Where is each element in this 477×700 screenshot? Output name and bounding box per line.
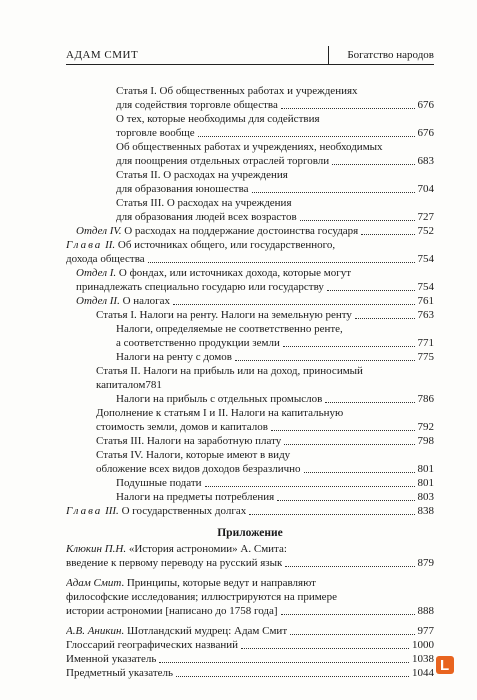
entry-line: Адам Смит. Принципы, которые ведут и направляют <box>66 577 316 589</box>
table-of-contents <box>66 84 434 680</box>
dot-leader <box>249 514 414 515</box>
dot-leader <box>332 164 414 165</box>
entry-line <box>116 392 434 406</box>
toc-entry <box>66 350 434 364</box>
dot-leader <box>198 136 415 137</box>
page-number: 1038 <box>412 653 434 665</box>
toc-entry <box>66 392 434 406</box>
entry-line: Статья II. Налоги на прибыль или на доход, приносимый <box>96 365 363 377</box>
page-number: 786 <box>417 393 434 405</box>
entry-line <box>116 98 434 112</box>
entry-line: Глава II. Об источниках общего, или государственного, <box>66 239 336 251</box>
page-number: 798 <box>417 435 434 447</box>
entry-line <box>66 504 434 518</box>
entry-line: Дополнение к статьям I и II. Налоги на капитальную <box>96 407 344 419</box>
page-number: 977 <box>417 625 434 637</box>
entry-line <box>66 252 434 266</box>
entry-line: Клюкин П.Н. «История астрономии» А. Смита: <box>66 543 287 555</box>
appendix-entry <box>66 638 434 652</box>
entry-title: Статья I. Налоги на ренту. Налоги на земельную ренту <box>96 309 352 321</box>
page-number: 775 <box>417 351 434 363</box>
entry-line <box>116 126 434 140</box>
running-header <box>66 44 434 65</box>
dot-leader <box>284 444 414 445</box>
header-divider <box>328 46 329 65</box>
entry-title: для образования юношества <box>116 183 249 195</box>
page-number: 727 <box>417 211 434 223</box>
toc-entry <box>66 490 434 504</box>
toc-entry <box>66 294 434 308</box>
toc-entry <box>66 504 434 518</box>
entry-line <box>66 666 434 680</box>
page-number: 1044 <box>412 667 434 679</box>
appendix-entry <box>66 624 434 638</box>
entry-title: Глоссарий географических названий <box>66 639 239 651</box>
dot-leader <box>304 472 415 473</box>
page-number: 771 <box>417 337 434 349</box>
dot-leader <box>205 486 415 487</box>
page-number: 676 <box>417 99 434 111</box>
entry-title: истории астрономии [написано до 1758 года] <box>66 605 278 617</box>
entry-title: принадлежать специально государю или государству <box>76 281 324 293</box>
entry-title: для содействия торговле общества <box>116 99 278 111</box>
dot-leader <box>271 430 415 431</box>
entry-line: Отдел I. О фондах, или источниках дохода, которые могут <box>76 267 352 279</box>
dot-leader <box>283 346 415 347</box>
appendix-entry <box>66 576 434 618</box>
entry-line <box>116 490 434 504</box>
dot-leader <box>300 220 415 221</box>
entry-title: Отдел IV. О расходах на поддержание достоинства государя <box>76 225 359 237</box>
page-number: 801 <box>417 477 434 489</box>
page-number: 792 <box>417 421 434 433</box>
entry-line <box>96 308 434 322</box>
entry-title: Налоги на ренту с домов <box>116 351 232 363</box>
entry-line: Статья I. Об общественных работах и учреждениях <box>116 85 358 97</box>
toc-entry <box>66 448 434 476</box>
page-number: 676 <box>417 127 434 139</box>
appendix-heading: Приложение <box>217 527 283 539</box>
entry-line <box>66 556 434 570</box>
entry-line <box>66 624 434 638</box>
appendix-entry <box>66 666 434 680</box>
toc-entry <box>66 308 434 322</box>
page-number: 761 <box>417 295 434 307</box>
page-number: 888 <box>417 605 434 617</box>
entry-line <box>76 294 434 308</box>
entry-title: Статья III. Налоги на заработную плату <box>96 435 282 447</box>
entry-line <box>116 182 434 196</box>
appendix-entry <box>66 542 434 570</box>
entry-line <box>96 420 434 434</box>
toc-entry <box>66 112 434 140</box>
entry-line: Статья III. О расходах на учреждения <box>116 197 292 209</box>
entry-line <box>76 280 434 294</box>
entry-line: Статья IV. Налоги, которые имеют в виду <box>96 449 291 461</box>
dot-leader <box>277 500 414 501</box>
entry-line <box>96 462 434 476</box>
appendix-entry <box>66 652 434 666</box>
entry-line <box>116 350 434 364</box>
entry-title: а соответственно продукции земли <box>116 337 280 349</box>
dot-leader <box>355 318 415 319</box>
dot-leader <box>361 234 414 235</box>
dot-leader <box>159 662 409 663</box>
entry-title: Налоги на прибыль с отдельных промыслов <box>116 393 323 405</box>
page-number: 879 <box>417 557 434 569</box>
page-number: 704 <box>417 183 434 195</box>
dot-leader <box>173 304 414 305</box>
page-number: 754 <box>417 253 434 265</box>
dot-leader <box>148 262 415 263</box>
dot-leader <box>281 108 415 109</box>
toc-entry <box>66 238 434 266</box>
page-number: 838 <box>417 505 434 517</box>
entry-title: А.В. Аникин. Шотландский мудрец: Адам Смит <box>66 625 288 637</box>
dot-leader <box>290 634 414 635</box>
entry-title: для поощрения отдельных отраслей торговли <box>116 155 330 167</box>
entry-line <box>116 154 434 168</box>
entry-title: Предметный указатель <box>66 667 174 679</box>
entry-line <box>76 224 434 238</box>
header-author: АДАМ СМИТ <box>66 49 139 61</box>
page-number: 683 <box>417 155 434 167</box>
page-number: 763 <box>417 309 434 321</box>
page-number: 803 <box>417 491 434 503</box>
entry-title: Отдел II. О налогах <box>76 295 171 307</box>
dot-leader <box>325 402 414 403</box>
entry-line <box>66 638 434 652</box>
dot-leader <box>241 648 409 649</box>
entry-line <box>116 210 434 224</box>
entry-line <box>66 604 434 618</box>
toc-entry <box>66 406 434 434</box>
entry-line: философские исследования; иллюстрируются на примере <box>66 591 337 603</box>
toc-entry <box>66 196 434 224</box>
logo-letter: L <box>440 657 450 674</box>
header-book-title: Богатство народов <box>347 49 434 61</box>
toc-entry <box>66 364 434 392</box>
entry-title: Подушные подати <box>116 477 202 489</box>
entry-line: капиталом781 <box>96 379 162 391</box>
toc-entry <box>66 476 434 490</box>
toc-entry <box>66 434 434 448</box>
dot-leader <box>327 290 415 291</box>
page-number: 801 <box>417 463 434 475</box>
entry-title: Именной указатель <box>66 653 157 665</box>
entry-line <box>66 652 434 666</box>
entry-title: торговле вообще <box>116 127 195 139</box>
entry-line <box>116 336 434 350</box>
entry-title: дохода общества <box>66 253 145 265</box>
entry-title: Глава III. О государственных долгах <box>66 505 247 517</box>
page-number: 754 <box>417 281 434 293</box>
dot-leader <box>281 614 415 615</box>
dot-leader <box>252 192 415 193</box>
entry-line <box>116 476 434 490</box>
dot-leader <box>176 676 409 677</box>
toc-entry <box>66 266 434 294</box>
toc-entry <box>66 140 434 168</box>
entry-title: обложение всех видов доходов безразлично <box>96 463 301 475</box>
dot-leader <box>235 360 415 361</box>
toc-entry <box>66 322 434 350</box>
publisher-logo <box>436 656 454 674</box>
page-number: 1000 <box>412 639 434 651</box>
toc-entry <box>66 224 434 238</box>
dot-leader <box>285 566 414 567</box>
toc-entry <box>66 168 434 196</box>
page-number: 752 <box>417 225 434 237</box>
entry-line: О тех, которые необходимы для содействия <box>116 113 320 125</box>
entry-line: Налоги, определяемые не соответственно ренте, <box>116 323 343 335</box>
entry-title: для образования людей всех возрастов <box>116 211 297 223</box>
entry-line: Статья II. О расходах на учреждения <box>116 169 288 181</box>
toc-entry <box>66 84 434 112</box>
entry-title: введение к первому переводу на русский язык <box>66 557 283 569</box>
entry-title: Налоги на предметы потребления <box>116 491 275 503</box>
entry-line: Об общественных работах и учреждениях, необходимых <box>116 141 383 153</box>
entry-title: стоимость земли, домов и капиталов <box>96 421 268 433</box>
entry-line <box>96 434 434 448</box>
